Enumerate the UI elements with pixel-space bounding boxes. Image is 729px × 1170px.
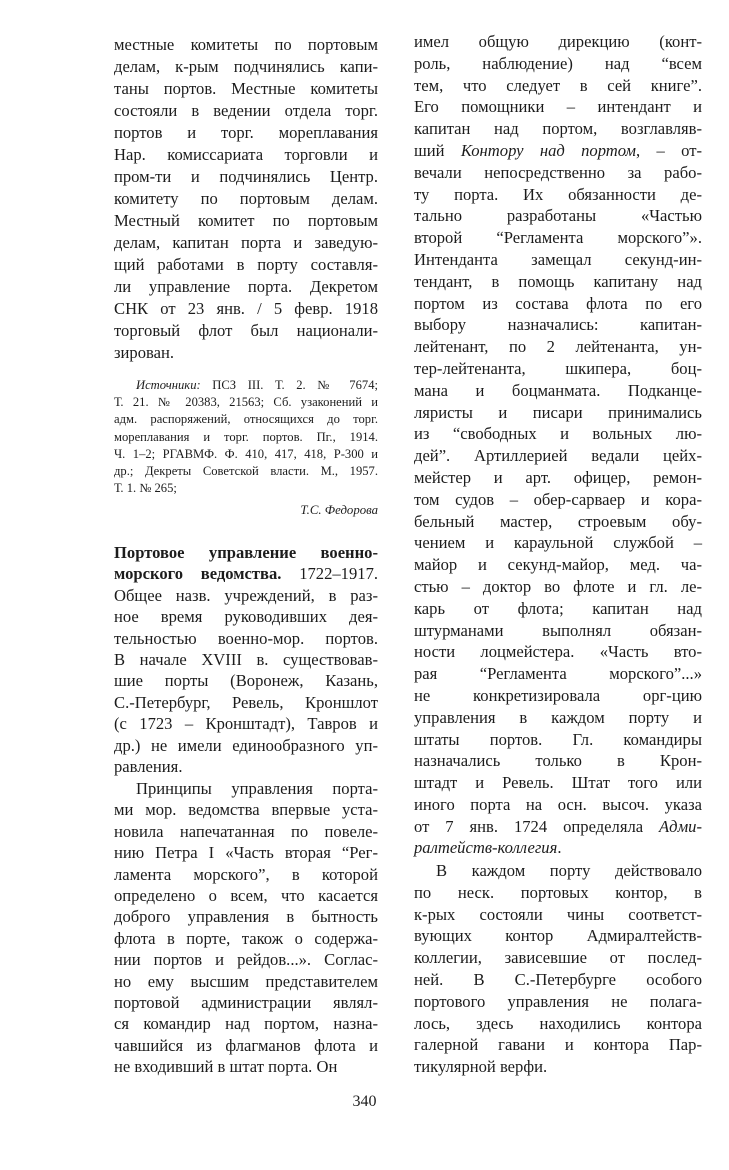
text-line: (с 1723 – Кронштадт), Тавров и: [114, 714, 378, 734]
text-line: доброго управления в бытность: [114, 907, 378, 927]
text-line: ляристы и писари принимались: [414, 402, 702, 422]
text-line: том судов – обер-сарваер и кора-: [414, 489, 702, 509]
text-line: тендант, в помощь капитану над: [414, 271, 702, 291]
text-line: но ему высшим представителем: [114, 971, 378, 991]
text-line: рая “Регламента морского”...»: [414, 664, 702, 684]
text-line: портового управления не полага-: [414, 991, 702, 1011]
text-line: [114, 377, 378, 394]
text-line: Т. 1. № 265;: [114, 481, 177, 496]
text-line: штадт и Ревель. Штат того или: [414, 773, 702, 793]
text-line: портовой администрации являл-: [114, 992, 378, 1012]
text-line: иного порта на осн. высоч. указа: [414, 794, 702, 814]
text-line: назначались только в Крон-: [414, 751, 702, 771]
text-span: , – от-: [636, 140, 702, 160]
text-line: равления.: [114, 756, 183, 776]
text-line: др.) не имели единообразного уп-: [114, 735, 378, 755]
text-line: определено о всем, что касается: [114, 885, 378, 905]
text-line: мореплавания и торг. портов. Пг., 1914.: [114, 429, 378, 444]
text-line: лось, здесь находились контора: [414, 1013, 702, 1033]
text-line: В начале XVIII в. существовав-: [114, 649, 378, 669]
text-line: управления в каждом порту и: [414, 707, 702, 727]
text-line: выбору назначались: капитан-: [414, 315, 702, 335]
text-line: щий работами в порту составля-: [114, 255, 378, 274]
text-line: делам, к-рым подчинялись капи-: [114, 57, 378, 76]
text-line: новила напечатанная по повеле-: [114, 821, 378, 841]
text-line: из “свободных и вольных лю-: [414, 424, 702, 444]
text-line: Общее назв. учреждений, в раз-: [114, 585, 378, 605]
text-line: ности лоцмейстера. «Часть вто-: [414, 642, 702, 662]
text-line: торговый флот был национали-: [114, 321, 378, 340]
italic-text: Контору над портом: [460, 140, 637, 160]
text-line: ней. В С.-Петербурге особого: [414, 969, 702, 989]
left-paragraph-ports-committees: [114, 34, 378, 364]
text-line: ное время руководивших дея-: [114, 607, 378, 627]
text-line: др.; Декреты Советской власти. М., 1957.: [114, 463, 378, 478]
text-line: штаты портов. Гл. командиры: [414, 729, 702, 749]
text-line: состояли в ведении отдела торг.: [114, 101, 378, 120]
text-span: 1722–1917.: [281, 564, 379, 584]
italic-text: Адми-: [659, 816, 702, 836]
text-line: вующих контор Адмиралтейств-: [414, 926, 702, 946]
text-line: [114, 563, 378, 584]
text-line: портов и торг. мореплавания: [114, 123, 378, 142]
text-line: Нар. комиссариата торговли и: [114, 145, 378, 164]
text-line: бельный мастер, строевым обу-: [414, 511, 702, 531]
text-line: чением и караульной службой –: [414, 533, 702, 553]
text-line: зирован.: [114, 343, 175, 362]
text-line: тикулярной верфи.: [414, 1057, 548, 1077]
text-line: [414, 816, 702, 838]
text-span: ший: [414, 140, 461, 160]
text-line: делам, капитан порта и заведую-: [114, 233, 378, 252]
text-line: тально разработаны «Частью: [414, 206, 702, 226]
text-line: коллегии, зависевшие от послед-: [414, 948, 702, 968]
text-line: нию Петра I «Часть вторая “Рег-: [114, 843, 378, 863]
text-line: штурманами выполнял обязан-: [414, 620, 702, 640]
text-line: СНК от 23 янв. / 5 февр. 1918: [114, 299, 378, 318]
text-line: [414, 837, 702, 859]
text-line: ся командир над портом, назна-: [114, 1014, 378, 1034]
text-line: комитету по портовым делам.: [114, 189, 378, 208]
italic-text: Источники:: [136, 378, 201, 392]
text-line: ли управление порта. Декретом: [114, 277, 378, 296]
text-line: галерной гавани и контора Пар-: [414, 1035, 702, 1055]
italic-text: ралтейств-коллегия: [414, 838, 558, 858]
text-line: Местный комитет по портовым: [114, 211, 378, 230]
text-line: чавшийся из флагманов флота и: [114, 1035, 378, 1055]
bold-text: морского ведомства.: [114, 564, 282, 584]
text-line: В каждом порту действовало: [436, 861, 702, 880]
text-line: карь от флота; капитан над: [414, 598, 702, 618]
text-line: мана и боцманмата. Подканце-: [414, 380, 702, 400]
text-line: Ч. 1–2; РГАВМФ. Ф. 410, 417, 418, Р-300 и: [114, 446, 378, 461]
text-line: тем, что следует в сей книге”.: [414, 75, 702, 95]
text-line: Его помощники – интендант и: [414, 97, 702, 117]
text-line: местные комитеты по портовым: [114, 35, 378, 54]
text-line: ламента морского”, в которой: [114, 864, 378, 884]
entry-heading-paragraph: [114, 542, 378, 777]
text-line: флота в порте, також о содержа-: [114, 928, 378, 948]
text-line: второй “Регламента морского”».: [414, 228, 702, 248]
text-line: тер-лейтенанта, шкипера, боц-: [414, 358, 702, 378]
sources-note: [114, 377, 378, 497]
text-line: портом из состава флота по его: [414, 293, 702, 313]
text-line: Интенданта замещал секунд-ин-: [414, 249, 702, 269]
text-line: майор и секунд-майор, мед. ча-: [414, 555, 702, 575]
text-line: Принципы управления порта-: [136, 779, 378, 798]
page-number: 340: [352, 1093, 377, 1110]
author-signature: Т.С. Федорова: [300, 503, 378, 517]
text-line: ми мор. ведомства впервые уста-: [114, 800, 378, 820]
text-line: по неск. портовых контор, в: [414, 882, 702, 902]
text-line: С.-Петербург, Ревель, Кроншлот: [114, 692, 378, 712]
bold-text: Портовое управление военно-: [114, 543, 378, 562]
text-line: адм. распоряжений, относящихся до торг.: [114, 412, 378, 427]
text-line: [414, 140, 702, 162]
text-line: таны портов. Местные комитеты: [114, 79, 378, 98]
text-line: вечали непосредственно за рабо-: [414, 162, 702, 182]
text-line: мейстер и арт. офицер, ремон-: [414, 467, 702, 487]
text-line: роль, наблюдение) над “всем: [414, 53, 702, 73]
text-line: тельностью военно-мор. портов.: [114, 628, 378, 648]
text-span: от 7 янв. 1724 определяла: [414, 816, 660, 836]
text-span: ПСЗ III. Т. 2. № 7674;: [200, 378, 378, 392]
text-line: пром-ти и подчинялись Центр.: [114, 167, 378, 186]
text-line: лейтенант, по 2 лейтенанта, ун-: [414, 337, 702, 357]
text-line: Т. 21. № 20383, 21563; Сб. узаконений и: [114, 395, 378, 410]
text-line: нии портов и рейдов...». Соглас-: [114, 950, 378, 970]
right-paragraph-direction: [414, 31, 702, 859]
left-paragraph-principles: [114, 778, 378, 1077]
text-line: [114, 542, 378, 563]
text-line: имел общую дирекцию (конт-: [414, 32, 702, 51]
text-line: шие порты (Воронеж, Казань,: [114, 671, 378, 691]
text-line: стью – доктор во флоте и гл. ле-: [414, 576, 702, 596]
text-line: капитан над портом, возглавляв-: [414, 119, 702, 139]
text-line: к-рых состояли чины соответст-: [414, 904, 702, 924]
text-span: .: [557, 838, 562, 858]
text-line: ту порта. Их обязанности де-: [414, 184, 702, 204]
text-line: дей”. Артиллерией ведали цейх-: [414, 446, 702, 466]
text-line: не входивший в штат порта. Он: [114, 1057, 338, 1077]
text-line: не конкретизировала орг-цию: [414, 685, 702, 705]
right-paragraph-port-offices: [414, 860, 702, 1078]
